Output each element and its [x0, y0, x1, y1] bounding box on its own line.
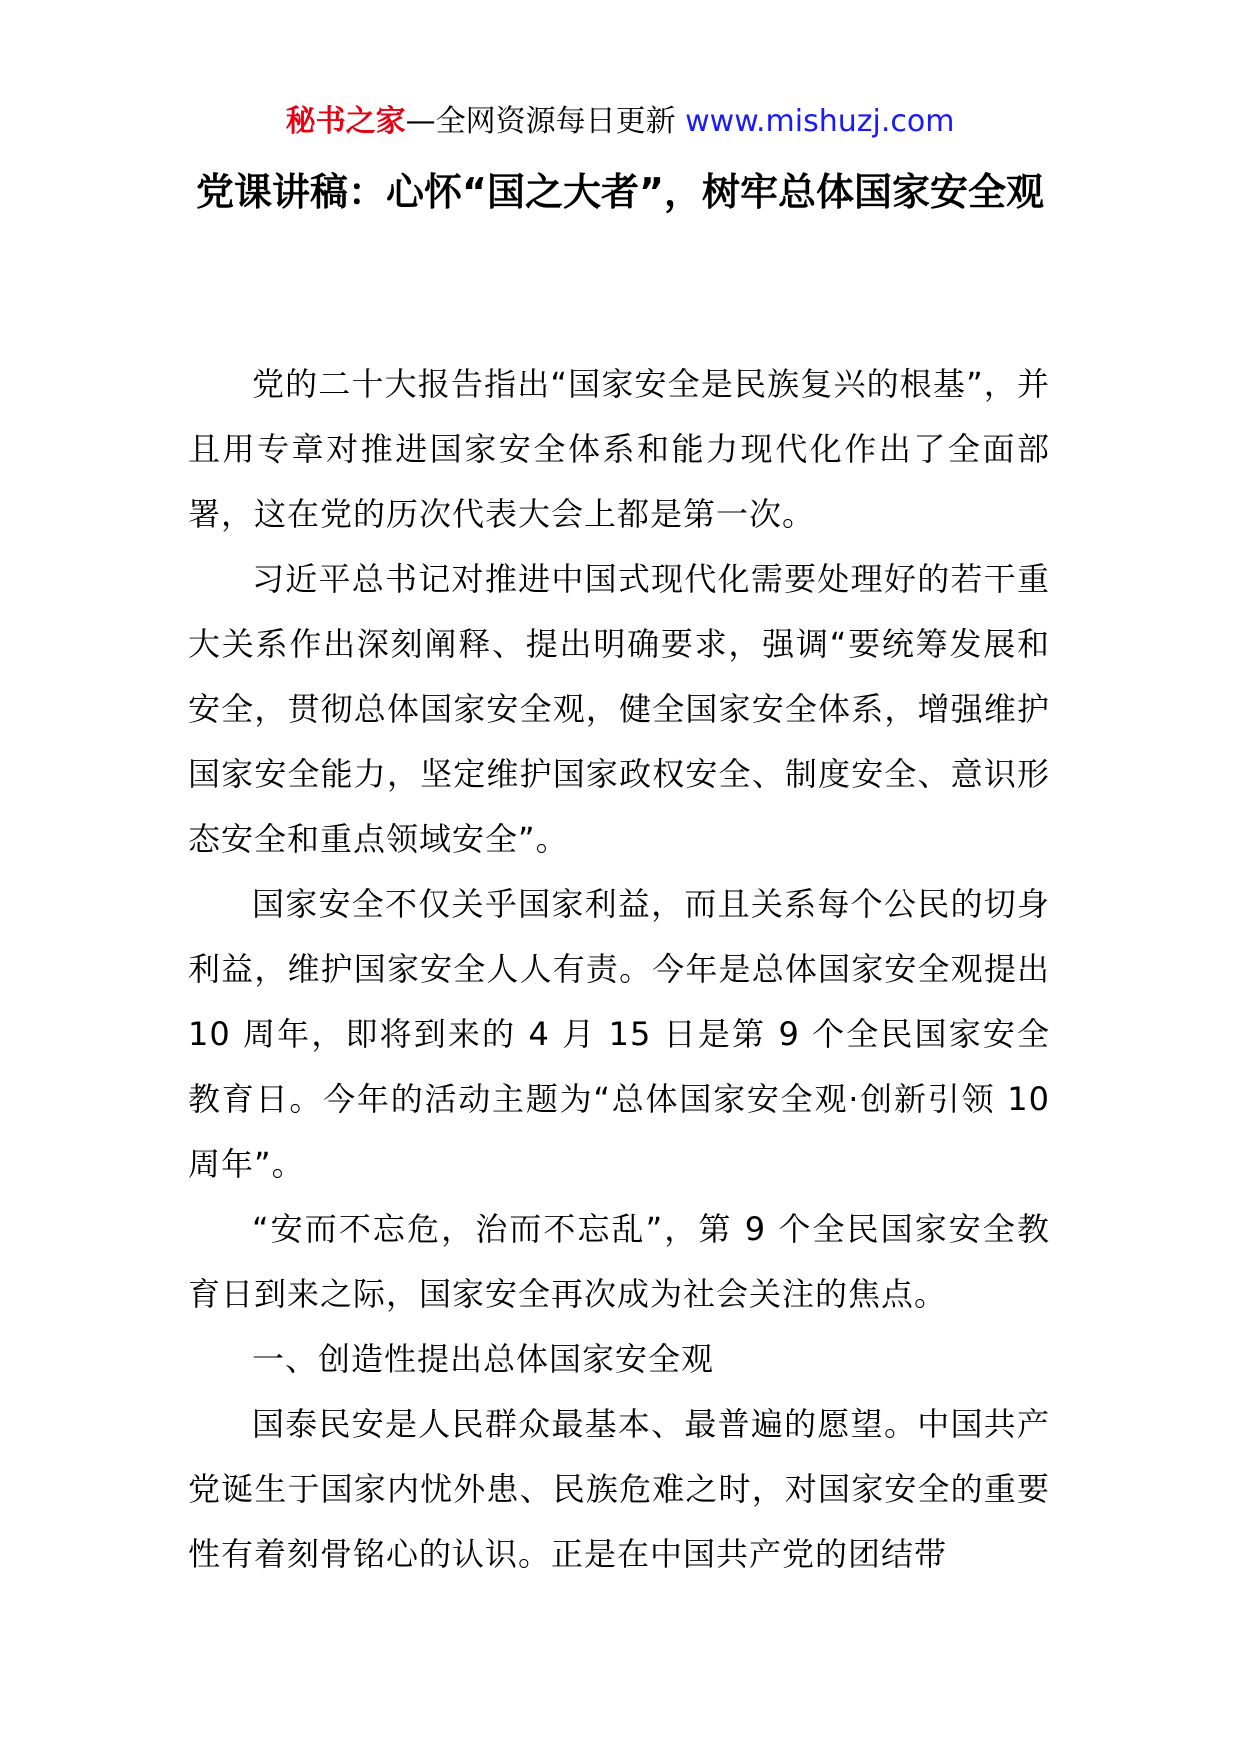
site-url-link[interactable]: www.mishuzj.com: [685, 104, 955, 139]
brand-name: 秘书之家: [285, 104, 406, 139]
paragraph: 习近平总书记对推进中国式现代化需要处理好的若干重大关系作出深刻阐释、提出明确要求，强调“要统筹发展和安全，贯彻总体国家安全观，健全国家安全体系，增强维护国家安全能力，坚定维护国家政权安全、制度安全、意识形态安全和重点领域安全”。: [188, 560, 1050, 858]
document-title: 党课讲稿：心怀“国之大者”，树牢总体国家安全观: [196, 170, 1044, 214]
paragraph: “安而不忘危，治而不忘乱”，第 9 个全民国家安全教育日到来之际，国家安全再次成为社会关注的焦点。: [188, 1210, 1050, 1313]
document-body: [188, 352, 1050, 1587]
paragraph: 国家安全不仅关乎国家利益，而且关系每个公民的切身利益，维护国家安全人人有责。今年是总体国家安全观提出 10 周年，即将到来的 4 月 15 日是第 9 个全民国家安全教育日。今年的活动主题为“总体国家安全观·创新引领 10 周年”。: [188, 885, 1050, 1183]
header-tagline: —全网资源每日更新: [405, 104, 686, 139]
site-header: [0, 100, 1240, 144]
section-heading: 一、创造性提出总体国家安全观: [252, 1340, 715, 1378]
paragraph: 党的二十大报告指出“国家安全是民族复兴的根基”，并且用专章对推进国家安全体系和能力现代化作出了全面部署，这在党的历次代表大会上都是第一次。: [188, 365, 1050, 533]
paragraph: 国泰民安是人民群众最基本、最普遍的愿望。中国共产党诞生于国家内忧外患、民族危难之时，对国家安全的重要性有着刻骨铭心的认识。正是在中国共产党的团结带: [188, 1405, 1050, 1573]
